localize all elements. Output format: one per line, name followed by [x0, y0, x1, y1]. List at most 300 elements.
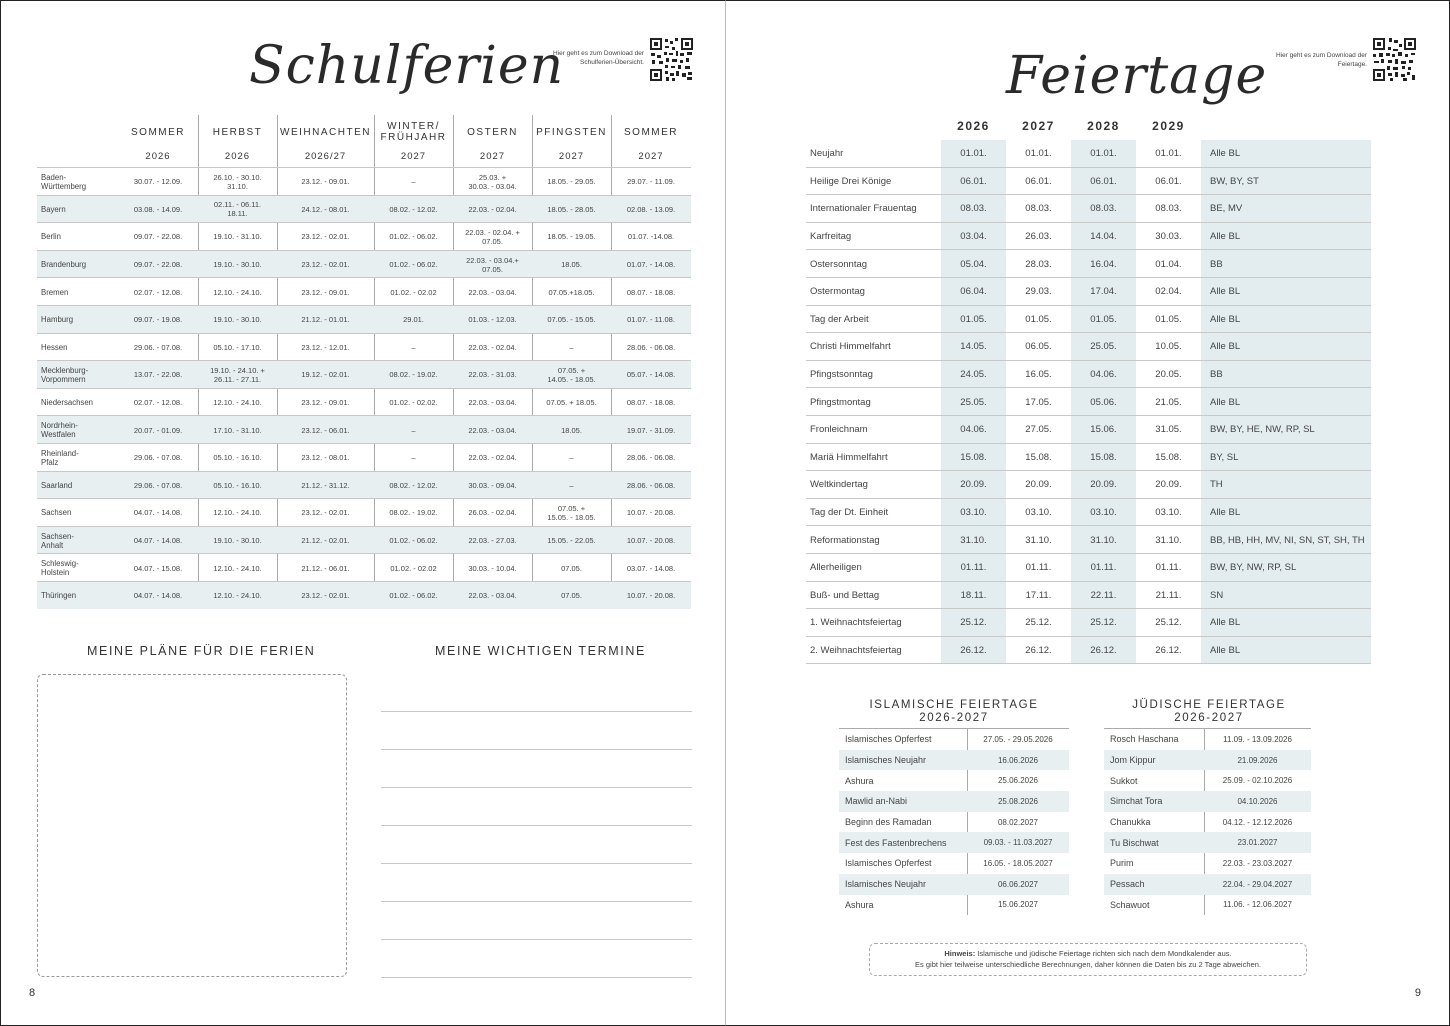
table-row: [37, 167, 691, 195]
holiday-period: 25.03. + 30.03. - 03.04.: [468, 172, 517, 191]
state-name: Saarland: [41, 480, 73, 490]
holiday-date: 01.01.: [1090, 148, 1117, 160]
holiday-period: 22.03. - 02.04. + 07.05.: [465, 227, 520, 246]
holiday-period: 22.03. - 03.04.: [468, 287, 517, 297]
holiday-date: 01.11.: [1090, 562, 1117, 574]
holiday-period: 12.10. - 24.10.: [213, 398, 262, 408]
holiday-date: 06.01.: [1090, 175, 1117, 187]
jewish-holidays-title: JÜDISCHE FEIERTAGE 2026-2027: [1132, 699, 1286, 724]
table-row: [37, 360, 691, 388]
table-row: [37, 581, 691, 609]
state-name: Niedersachsen: [41, 398, 94, 408]
holiday-period: 01.02. - 02.02: [390, 563, 437, 573]
table-row: [37, 553, 691, 581]
holiday-name: Weltkindertag: [810, 479, 868, 491]
holiday-period: 03.08. - 14.09.: [133, 204, 183, 214]
term-line[interactable]: [381, 977, 692, 978]
holiday-date: 15.08.: [960, 451, 987, 463]
state-name: Thüringen: [41, 591, 77, 601]
holiday-period: 01.02. - 06.02.: [389, 591, 438, 601]
holiday-period: 19.10. - 30.10.: [213, 260, 262, 270]
table-row: [37, 388, 691, 416]
holiday-date: 31.10.: [960, 534, 987, 546]
table-row: [806, 361, 1371, 389]
holiday-period: 01.02. - 06.02.: [389, 536, 438, 546]
holiday-period: 08.07. - 18.08.: [626, 287, 676, 297]
year-header: 2027: [1022, 119, 1055, 133]
holiday-period: 09.07. - 22.08.: [133, 260, 183, 270]
holiday-name: Purim: [1110, 858, 1134, 869]
state-name: Berlin: [41, 232, 61, 242]
holiday-date: 25.12.: [1155, 617, 1182, 629]
holiday-date: 17.11.: [1025, 589, 1052, 601]
page-number: 8: [29, 987, 36, 999]
holiday-date: 01.01.: [1155, 148, 1182, 160]
holiday-period: 29.07. - 11.09.: [627, 177, 675, 187]
holiday-name: Chanukka: [1110, 817, 1151, 828]
term-line[interactable]: [381, 711, 692, 712]
holiday-period: 29.06. - 07.08.: [133, 453, 183, 463]
table-row: [806, 444, 1371, 472]
holiday-date: 27.05.: [1025, 424, 1052, 436]
holiday-period: 07.05.: [561, 591, 582, 601]
holiday-period: 22.03. - 03.04.+ 07.05.: [466, 255, 519, 274]
holiday-date: 26.12.: [960, 644, 987, 656]
qr-code-icon[interactable]: [649, 37, 694, 82]
holiday-date: 16.05.: [1025, 369, 1052, 381]
holiday-name: Islamisches Neujahr: [845, 879, 927, 890]
column-header: WINTER/ FRÜHJAHR: [380, 121, 447, 143]
holiday-date: 26.12.: [1155, 644, 1182, 656]
table-row: [839, 729, 1069, 750]
holiday-period: 07.05.: [561, 563, 582, 573]
page-number: 9: [1414, 987, 1421, 999]
holiday-name: Neujahr: [810, 148, 844, 160]
holiday-period: 22.03. - 27.03.: [468, 536, 517, 546]
table-row: [839, 791, 1069, 812]
holiday-period: 12.10. - 24.10.: [213, 563, 262, 573]
term-line[interactable]: [381, 787, 692, 788]
holiday-period: 19.10. - 24.10. + 26.11. - 27.11.: [210, 365, 265, 384]
holiday-date: 01.01.: [1025, 148, 1052, 160]
holiday-date: 28.03.: [1025, 258, 1052, 270]
table-row: [1104, 791, 1311, 812]
holiday-period: 12.10. - 24.10.: [213, 591, 262, 601]
holiday-period: 12.10. - 24.10.: [213, 287, 262, 297]
table-row: [1104, 853, 1311, 874]
holiday-name: Pessach: [1110, 879, 1145, 890]
holiday-period: 01.02. - 06.02.: [389, 260, 438, 270]
holiday-period: 23.12. - 12.01.: [301, 342, 350, 352]
holiday-date: 03.10.: [1025, 507, 1052, 519]
holiday-date: 26.12.: [1025, 644, 1052, 656]
holiday-period: –: [569, 453, 574, 463]
holiday-date: 01.05.: [1155, 313, 1182, 325]
holiday-date: 21.05.: [1155, 396, 1182, 408]
holiday-name: Fronleichnam: [810, 424, 868, 436]
table-row: [1104, 750, 1311, 771]
table-row: [806, 609, 1371, 637]
holiday-name: 2. Weihnachtsfeiertag: [810, 644, 902, 656]
holiday-date: 25.12.: [1025, 617, 1052, 629]
holiday-period: 12.10. - 24.10.: [213, 508, 262, 518]
table-row: [1104, 770, 1311, 791]
column-year: 2027: [558, 151, 585, 162]
holiday-period: 03.07. - 14.08.: [626, 563, 676, 573]
table-row: [37, 305, 691, 333]
holiday-states: Alle BL: [1210, 313, 1241, 325]
holiday-period: 20.07. - 01.09.: [133, 425, 183, 435]
holiday-period: 08.02. - 19.02.: [389, 508, 438, 518]
holiday-period: 08.02. - 19.02.: [389, 370, 438, 380]
holiday-period: 26.03. - 02.04.: [468, 508, 517, 518]
feiertage-table: [806, 140, 1371, 664]
holiday-period: 05.10. - 16.10.: [213, 480, 262, 490]
table-row: [839, 832, 1069, 853]
table-row: [37, 471, 691, 499]
holiday-date: 16.06.2026: [997, 755, 1039, 765]
state-name: Rheinland- Pfalz: [41, 448, 79, 467]
state-name: Sachsen: [41, 508, 72, 518]
right-page: [725, 0, 1450, 1026]
holiday-period: 01.03. - 12.03.: [468, 315, 517, 325]
holiday-date: 03.10.: [1155, 507, 1182, 519]
holiday-date: 14.05.: [960, 341, 987, 353]
qr-note-schulferien: Hier geht es zum Download der Schulferien-Übersicht.: [552, 50, 644, 66]
holiday-period: 08.02. - 12.02.: [389, 204, 438, 214]
holiday-date: 18.11.: [960, 589, 987, 601]
holiday-period: 19.12. - 02.01.: [301, 370, 350, 380]
holiday-period: 07.05. + 15.05. - 18.05.: [547, 503, 596, 522]
holiday-date: 14.04.: [1090, 231, 1117, 243]
table-row: [37, 498, 691, 526]
table-row: [806, 637, 1371, 665]
holiday-period: 26.10. - 30.10. 31.10.: [213, 172, 262, 191]
holiday-period: 22.03. - 02.04.: [468, 453, 517, 463]
holiday-name: Fest des Fastenbrechens: [845, 837, 947, 848]
holiday-states: Alle BL: [1210, 507, 1241, 519]
holiday-period: 21.12. - 02.01.: [301, 536, 350, 546]
term-line[interactable]: [381, 901, 692, 902]
holiday-period: 29.01.: [403, 315, 424, 325]
holiday-date: 09.03. - 11.03.2027: [983, 838, 1053, 848]
holiday-date: 20.09.: [960, 479, 987, 491]
holiday-date: 08.03.: [960, 203, 987, 215]
holiday-period: 18.05. - 19.05.: [547, 232, 596, 242]
holiday-name: Rosch Haschana: [1110, 734, 1179, 745]
holiday-states: BB, HB, HH, MV, NI, SN, ST, SH, TH: [1210, 534, 1365, 546]
holiday-name: Ostersonntag: [810, 258, 868, 270]
holiday-name: Karfreitag: [810, 231, 852, 243]
holiday-period: 02.08. - 13.09.: [626, 204, 676, 214]
table-row: [806, 168, 1371, 196]
holiday-period: –: [411, 177, 416, 187]
holiday-date: 15.06.2027: [997, 900, 1039, 910]
holiday-date: 03.10.: [960, 507, 987, 519]
table-row: [806, 554, 1371, 582]
holiday-states: TH: [1210, 479, 1223, 491]
column-year: 2026: [224, 151, 251, 162]
column-header: PFINGSTEN: [536, 126, 607, 138]
table-row: [806, 526, 1371, 554]
holiday-name: Allerheiligen: [810, 562, 862, 574]
state-name: Schleswig- Holstein: [41, 559, 79, 578]
holiday-states: BB: [1210, 369, 1223, 381]
holiday-states: BB: [1210, 258, 1223, 270]
term-line[interactable]: [381, 939, 692, 940]
holiday-period: –: [411, 342, 416, 352]
holiday-date: 22.11.: [1090, 589, 1117, 601]
holiday-period: 19.07. - 31.09.: [626, 425, 676, 435]
holiday-date: 08.03.: [1090, 203, 1117, 215]
holiday-date: 24.05.: [960, 369, 987, 381]
holiday-period: 23.12. - 02.01.: [301, 260, 350, 270]
holiday-period: 23.12. - 09.01.: [301, 398, 350, 408]
holiday-period: 23.12. - 09.01.: [301, 177, 350, 187]
holiday-period: 17.10. - 31.10.: [213, 425, 262, 435]
holiday-name: Sukkot: [1110, 775, 1138, 786]
table-row: [839, 853, 1069, 874]
holiday-name: Simchat Tora: [1110, 796, 1163, 807]
holiday-states: Alle BL: [1210, 396, 1241, 408]
holiday-period: 09.07. - 22.08.: [133, 232, 183, 242]
table-row: [37, 222, 691, 250]
holiday-period: 09.07. - 19.08.: [133, 315, 183, 325]
holiday-date: 30.03.: [1155, 231, 1182, 243]
table-row: [806, 582, 1371, 610]
table-row: [806, 471, 1371, 499]
holiday-date: 01.05.: [1090, 313, 1117, 325]
table-row: [1104, 895, 1311, 916]
table-row: [806, 416, 1371, 444]
holiday-states: BW, BY, ST: [1210, 175, 1259, 187]
table-row: [37, 333, 691, 361]
holiday-date: 31.10.: [1025, 534, 1052, 546]
holiday-date: 04.06.: [960, 424, 987, 436]
holiday-date: 20.09.: [1155, 479, 1182, 491]
holiday-period: 22.03. - 03.04.: [468, 398, 517, 408]
holiday-period: 01.02. - 02.02: [390, 287, 437, 297]
holiday-date: 01.01.: [960, 148, 987, 160]
holiday-date: 29.03.: [1025, 286, 1052, 298]
page-title-schulferien: Schulferien: [249, 36, 565, 96]
holiday-name: Reformationstag: [810, 534, 880, 546]
holiday-name: 1. Weihnachtsfeiertag: [810, 617, 902, 629]
table-row: [1104, 874, 1311, 895]
holiday-period: 15.05. - 22.05.: [547, 536, 596, 546]
plans-notes-box[interactable]: [37, 674, 347, 977]
holiday-period: 19.10. - 31.10.: [213, 232, 262, 242]
holiday-states: BY, SL: [1210, 451, 1239, 463]
holiday-period: –: [569, 342, 574, 352]
holiday-name: Christi Himmelfahrt: [810, 341, 891, 353]
holiday-date: 25.05.: [1090, 341, 1117, 353]
holiday-date: 01.05.: [1025, 313, 1052, 325]
holiday-name: Tu Bischwat: [1110, 837, 1159, 848]
holiday-name: Heilige Drei Könige: [810, 175, 892, 187]
holiday-date: 31.05.: [1155, 424, 1182, 436]
holiday-name: Schawuot: [1110, 899, 1150, 910]
holiday-period: –: [411, 425, 416, 435]
holiday-date: 08.03.: [1155, 203, 1182, 215]
holiday-states: SN: [1210, 589, 1224, 601]
holiday-date: 05.04.: [960, 258, 987, 270]
holiday-date: 20.09.: [1025, 479, 1052, 491]
holiday-date: 06.01.: [1155, 175, 1182, 187]
holiday-date: 10.05.: [1155, 341, 1182, 353]
holiday-period: 24.12. - 08.01.: [301, 204, 350, 214]
holiday-date: 04.10.2026: [1237, 796, 1278, 806]
terms-title: MEINE WICHTIGEN TERMINE: [435, 644, 646, 658]
holiday-period: 30.03. - 09.04.: [468, 480, 517, 490]
column-header: SOMMER: [624, 126, 678, 138]
holiday-name: Mariä Himmelfahrt: [810, 451, 888, 463]
holiday-name: Islamisches Opferfest: [845, 858, 932, 869]
holiday-period: 28.06. - 06.08.: [626, 342, 676, 352]
holiday-period: 04.07. - 14.08.: [133, 591, 183, 601]
holiday-date: 31.10.: [1155, 534, 1182, 546]
holiday-date: 03.04.: [960, 231, 987, 243]
table-row: [839, 750, 1069, 771]
table-row: [839, 874, 1069, 895]
hinweis-label: Hinweis:: [944, 949, 976, 958]
state-name: Brandenburg: [41, 260, 87, 270]
table-row: [806, 499, 1371, 527]
holiday-date: 11.06. - 12.06.2027: [1223, 900, 1292, 910]
holiday-name: Mawlid an-Nabi: [845, 796, 908, 807]
plans-title: MEINE PLÄNE FÜR DIE FERIEN: [87, 644, 316, 658]
holiday-name: Islamisches Opferfest: [845, 734, 932, 745]
holiday-date: 01.11.: [1155, 562, 1182, 574]
holiday-states: Alle BL: [1210, 644, 1241, 656]
holiday-period: 10.07. - 20.08.: [626, 508, 676, 518]
holiday-date: 06.06.2027: [997, 879, 1039, 889]
holiday-date: 15.08.: [1155, 451, 1182, 463]
holiday-period: 08.02. - 12.02.: [389, 480, 438, 490]
holiday-period: 18.05. - 28.05.: [547, 204, 596, 214]
table-row: [37, 277, 691, 305]
holiday-name: Beginn des Ramadan: [845, 817, 932, 828]
term-line[interactable]: [381, 825, 692, 826]
state-name: Nordrhein- Westfalen: [41, 421, 78, 440]
table-row: [839, 895, 1069, 916]
holiday-period: 28.06. - 06.08.: [626, 480, 676, 490]
year-header: 2028: [1087, 119, 1120, 133]
holiday-period: 28.06. - 06.08.: [626, 453, 676, 463]
holiday-period: 07.05.+18.05.: [548, 287, 595, 297]
table-row: [37, 195, 691, 223]
holiday-date: 15.08.: [1090, 451, 1117, 463]
column-year: 2026: [145, 151, 171, 162]
table-row: [37, 415, 691, 443]
holiday-date: 21.11.: [1155, 589, 1182, 601]
holiday-period: 18.05. - 29.05.: [547, 177, 596, 187]
holiday-period: 04.07. - 15.08.: [133, 563, 183, 573]
holiday-date: 27.05. - 29.05.2026: [983, 734, 1053, 744]
holiday-date: 23.01.2027: [1237, 838, 1278, 848]
holiday-states: Alle BL: [1210, 286, 1241, 298]
holiday-date: 08.02.2027: [997, 817, 1039, 827]
holiday-period: 22.03. - 02.04.: [468, 342, 517, 352]
holiday-date: 17.05.: [1025, 396, 1052, 408]
holiday-date: 31.10.: [1090, 534, 1117, 546]
holiday-date: 01.11.: [1025, 562, 1052, 574]
holiday-period: 01.07. - 14.08.: [626, 260, 676, 270]
hinweis-text-2: Es gibt hier teilweise unterschiedliche Berechnungen, daher können die Daten bis zu 2 Tage abweichen.: [915, 959, 1261, 969]
holiday-period: 10.07. - 20.08.: [626, 591, 676, 601]
holiday-period: 29.06. - 07.08.: [133, 342, 183, 352]
holiday-period: 18.05.: [561, 260, 582, 270]
table-row: [839, 812, 1069, 833]
holiday-date: 11.09. - 13.09.2026: [1223, 734, 1292, 744]
holiday-date: 08.03.: [1025, 203, 1052, 215]
holiday-period: 05.10. - 16.10.: [213, 453, 262, 463]
holiday-date: 04.06.: [1090, 369, 1117, 381]
holiday-states: BW, BY, HE, NW, RP, SL: [1210, 424, 1315, 436]
holiday-date: 01.11.: [960, 562, 987, 574]
table-row: [806, 140, 1371, 168]
holiday-period: 07.05. + 18.05.: [546, 398, 597, 408]
holiday-states: Alle BL: [1210, 148, 1241, 160]
holiday-period: 23.12. - 08.01.: [301, 453, 350, 463]
holiday-period: 07.05. + 14.05. - 18.05.: [547, 365, 596, 384]
holiday-period: 19.10. - 30.10.: [213, 536, 262, 546]
table-row: [806, 195, 1371, 223]
holiday-date: 22.04. - 29.04.2027: [1222, 879, 1293, 889]
islamic-holidays-table: [839, 728, 1069, 915]
holiday-name: Tag der Arbeit: [810, 313, 869, 325]
state-name: Hamburg: [41, 315, 74, 325]
holiday-states: Alle BL: [1210, 617, 1241, 629]
holiday-period: 19.10. - 30.10.: [213, 315, 262, 325]
holiday-date: 05.06.: [1090, 396, 1117, 408]
holiday-date: 26.12.: [1090, 644, 1117, 656]
holiday-period: 22.03. - 02.04.: [468, 204, 517, 214]
holiday-name: Ashura: [845, 899, 874, 910]
qr-code-icon[interactable]: [1372, 37, 1417, 82]
holiday-period: 23.12. - 06.01.: [301, 425, 350, 435]
term-line[interactable]: [381, 863, 692, 864]
holiday-name: Internationaler Frauentag: [810, 203, 917, 215]
holiday-date: 01.05.: [960, 313, 987, 325]
holiday-date: 16.04.: [1090, 258, 1117, 270]
schulferien-table: [37, 167, 691, 609]
state-name: Sachsen- Anhalt: [41, 531, 74, 550]
holiday-period: –: [411, 453, 416, 463]
state-name: Baden- Württemberg: [41, 172, 87, 191]
table-row: [839, 770, 1069, 791]
holiday-period: 13.07. - 22.08.: [133, 370, 183, 380]
table-row: [806, 388, 1371, 416]
holiday-date: 20.09.: [1090, 479, 1117, 491]
holiday-date: 01.04.: [1155, 258, 1182, 270]
table-row: [37, 250, 691, 278]
holiday-states: Alle BL: [1210, 341, 1241, 353]
islamic-holidays-title: ISLAMISCHE FEIERTAGE 2026-2027: [869, 699, 1039, 724]
holiday-date: 17.04.: [1090, 286, 1117, 298]
holiday-date: 06.01.: [1025, 175, 1052, 187]
holiday-period: 22.03. - 03.04.: [468, 591, 517, 601]
holiday-date: 03.10.: [1090, 507, 1117, 519]
state-name: Bremen: [41, 287, 69, 297]
term-line[interactable]: [381, 749, 692, 750]
qr-note-feiertage: Hier geht es zum Download der Feiertage.: [1275, 52, 1367, 68]
holiday-date: 06.04.: [960, 286, 987, 298]
holiday-states: BW, BY, NW, RP, SL: [1210, 562, 1297, 574]
table-row: [1104, 729, 1311, 750]
holiday-date: 26.03.: [1025, 231, 1052, 243]
holiday-period: 22.03. - 31.03.: [468, 370, 517, 380]
